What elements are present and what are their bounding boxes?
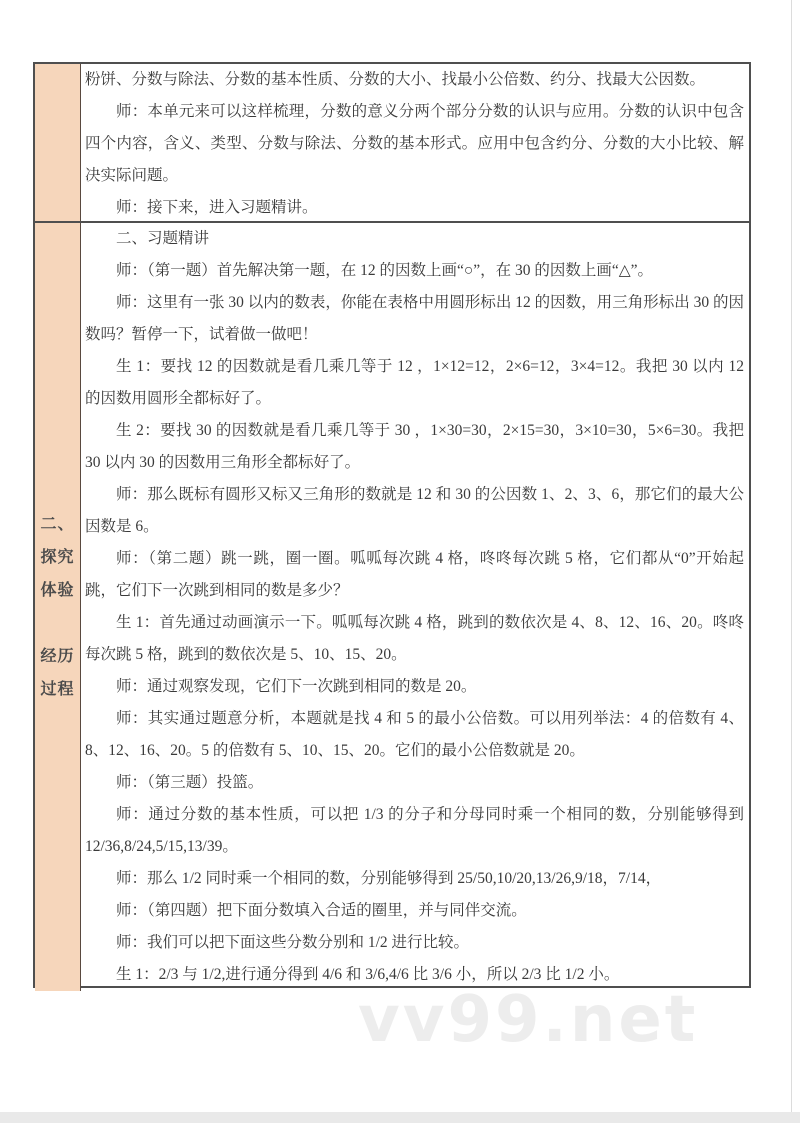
section-label-cell-empty xyxy=(35,64,81,221)
lesson-plan-table xyxy=(33,62,751,988)
row1-content-cell xyxy=(81,64,749,221)
doc-paragraph: 师：这里有一张 30 以内的数表，你能在表格中用圆形标出 12 的因数，用三角形标出 30 的因数吗？暂停一下，试着做一做吧！ xyxy=(85,294,744,343)
doc-paragraph: 师：我们可以把下面这些分数分别和 1/2 进行比较。 xyxy=(116,934,470,951)
section-label-line: 过程 xyxy=(40,681,75,698)
doc-paragraph: 师：通过观察发现，它们下一次跳到相同的数是 20。 xyxy=(116,678,477,695)
doc-paragraph: 师：通过分数的基本性质，可以把 1/3 的分子和分母同时乘一个相同的数，分别能够得到 12/36,8/24,5/15,13/39。 xyxy=(85,806,744,855)
doc-paragraph: 粉饼、分数与除法、分数的基本性质、分数的大小、找最小公倍数、约分、找最大公因数。 xyxy=(85,71,706,88)
doc-paragraph: 生 1：首先通过动画演示一下。呱呱每次跳 4 格，跳到的数依次是 4、8、12、16、20。咚咚每次跳 5 格，跳到的数依次是 5、10、15、20。 xyxy=(85,614,744,663)
doc-paragraph: 师：其实通过题意分析，本题就是找 4 和 5 的最小公倍数。可以用列举法：4 的倍数有 4、8、12、16、20。5 的倍数有 5、10、15、20。它们的最小公倍数就是 20。 xyxy=(85,710,744,759)
section-label-line: 二、 xyxy=(40,516,75,533)
bottom-gray-bar xyxy=(0,1112,800,1123)
doc-paragraph: 师：那么 1/2 同时乘一个相同的数，分别能够得到 25/50,10/20,13/26,9/18，7/14， xyxy=(116,870,662,887)
doc-paragraph: 生 1：要找 12 的因数就是看几乘几等于 12 ，1×12=12，2×6=12，3×4=12。我把 30 以内 12 的因数用圆形全都标好了。 xyxy=(85,358,744,407)
doc-paragraph: 师：本单元来可以这样梳理，分数的意义分两个部分分数的认识与应用。分数的认识中包含四个内容，含义、类型、分数与除法、分数的基本形式。应用中包含约分、分数的大小比较、解决实际问题。 xyxy=(85,103,744,184)
row2-content-cell xyxy=(81,223,749,991)
section-label-line: 体验 xyxy=(40,582,75,599)
doc-paragraph: 生 1：2/3 与 1/2,进行通分得到 4/6 和 3/6,4/6 比 3/6 小，所以 2/3 比 1/2 小。 xyxy=(116,966,620,983)
site-watermark: vv99.net xyxy=(358,983,699,1057)
doc-paragraph: 师：那么既标有圆形又标又三角形的数就是 12 和 30 的公因数 1、2、3、6，那它们的最大公因数是 6。 xyxy=(85,486,744,535)
doc-paragraph: 师：接下来，进入习题精讲。 xyxy=(116,199,318,216)
doc-paragraph: 生 2：要找 30 的因数就是看几乘几等于 30 ，1×30=30，2×15=30，3×10=30，5×6=30。我把 30 以内 30 的因数用三角形全都标好了。 xyxy=(85,422,744,471)
doc-paragraph: 师：（第二题）跳一跳，圈一圈。呱呱每次跳 4 格，咚咚每次跳 5 格，它们都从“0”开始起跳，它们下一次跳到相同的数是多少？ xyxy=(85,550,744,599)
doc-paragraph: 师：（第四题）把下面分数填入合适的圈里，并与同伴交流。 xyxy=(116,902,527,919)
table-row xyxy=(35,223,749,991)
doc-paragraph: 二、习题精讲 xyxy=(116,230,210,247)
table-row xyxy=(35,64,749,223)
doc-paragraph: 师：（第三题）投篮。 xyxy=(116,774,264,791)
section-label-line: 经历 xyxy=(40,648,75,665)
section-label-cell xyxy=(35,223,81,991)
section-label-line: 探究 xyxy=(40,549,75,566)
page-edge-line xyxy=(791,0,792,1112)
doc-paragraph: 师：（第一题）首先解决第一题，在 12 的因数上画“○”，在 30 的因数上画“△”。 xyxy=(116,262,654,279)
